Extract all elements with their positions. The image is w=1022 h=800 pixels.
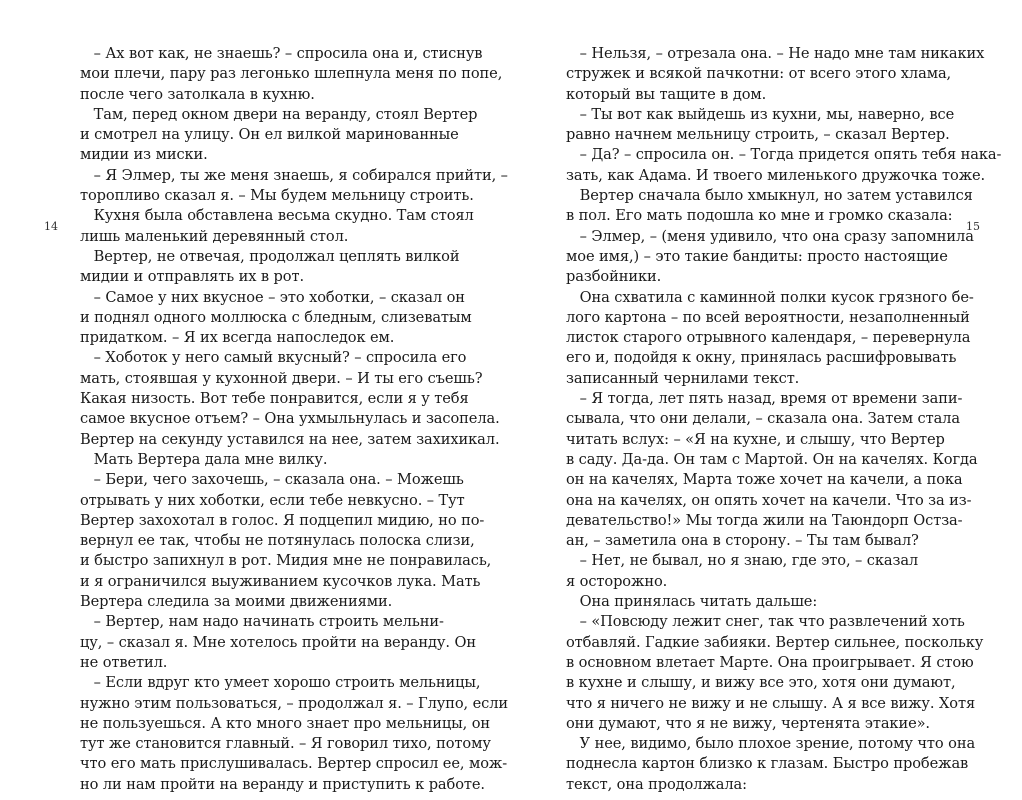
text-line: читать вслух: – «Я на кухне, и слышу, что Вертер [566,430,945,448]
text-line: вернул ее так, чтобы не потянулась полоска слизи, [80,532,475,550]
text-line: цу, – сказал я. Мне хотелось пройти на веранду. Он [80,633,476,651]
text-line: Она схватила с каминной полки кусок грязного бе- [566,288,974,306]
text-line: самое вкусное отъем? – Она ухмыльнулась и засопела. [80,410,500,428]
text-line: девательство!» Мы тогда жили на Таюндорп Остза- [566,511,963,529]
text-line: Вертер на секунду уставился на нее, затем захихикал. [80,430,500,448]
page-number-left: 14 [44,220,58,233]
text-line: сывала, что они делали, – сказала она. Затем стала [566,410,960,428]
text-line: Вертер захохотал в голос. Я подцепил мидию, но по- [80,511,485,529]
text-line: не ответил. [80,653,168,671]
text-line: – Самое у них вкусное – это хоботки, – сказал он [80,288,465,306]
text-line: поднесла картон близко к глазам. Быстро пробежав [566,755,969,773]
text-line: что его мать прислушивалась. Вертер спросил ее, мож- [80,755,508,773]
text-line: что я ничего не вижу и не слышу. А я все вижу. Хотя [566,694,976,712]
text-line: его и, подойдя к окну, принялась расшифровывать [566,349,957,367]
text-line: нужно этим пользоваться, – продолжал я. – Глупо, если [80,694,509,712]
text-line: текст, она продолжала: [566,775,747,793]
text-line: мои плечи, пару раз легонько шлепнула меня по попе, [80,65,503,83]
text-line: У нее, видимо, было плохое зрение, потому что она [566,735,976,753]
text-line: Вертера следила за моими движениями. [80,593,393,611]
text-line: – «Повсюду лежит снег, так что развлечений хоть [566,613,965,631]
text-line: – Если вдруг кто умеет хорошо строить мельницы, [80,674,481,692]
text-line: – Я тогда, лет пять назад, время от времени запи- [566,390,963,408]
text-line: они думают, что я не вижу, чертенята этакие». [566,714,930,732]
text-line: он на качелях, Марта тоже хочет на качели, а пока [566,471,963,489]
text-line: торопливо сказал я. – Мы будем мельницу строить. [80,187,474,205]
text-line: равно начнем мельницу строить, – сказал Вертер. [566,126,950,144]
text-line: придатком. – Я их всегда напоследок ем. [80,329,395,347]
text-line: Там, перед окном двери на веранду, стоял Вертер [80,105,478,123]
text-line: листок старого отрывного календаря, – перевернула [566,329,971,347]
text-line: – Ах вот как, не знаешь? – спросила она и, стиснув [80,45,483,62]
left-page-text [80,44,509,795]
text-line: ан, – заметила она в сторону. – Ты там бывал? [566,532,919,550]
text-line: Мать Вертера дала мне вилку. [80,450,328,468]
text-line: Кухня была обставлена весьма скудно. Там стоял [80,207,474,225]
text-line: Какая низость. Вот тебе понравится, если я у тебя [80,390,469,408]
text-line: но ли нам пройти на веранду и приступить к работе. [80,775,485,793]
text-line: после чего затолкала в кухню. [80,85,315,103]
text-line: стружек и всякой пачкотни: от всего этого хлама, [566,65,952,83]
text-line: мое имя,) – это такие бандиты: просто настоящие [566,247,948,265]
text-line: мидии и отправлять их в рот. [80,268,304,286]
text-line: не пользуешься. А кто много знает про мельницы, он [80,714,491,732]
text-line: она на качелях, он опять хочет на качели. Что за из- [566,491,972,509]
text-line: отбавляй. Гадкие забияки. Вертер сильнее, поскольку [566,633,984,651]
text-line: зать, как Адама. И твоего миленького дружочка тоже. [566,166,986,184]
text-line: в пол. Его мать подошла ко мне и громко сказала: [566,207,953,225]
text-line: мать, стоявшая у кухонной двери. – И ты его съешь? [80,369,483,387]
text-line: в основном влетает Марте. Она проигрывает. Я стою [566,653,974,671]
text-line: Она принялась читать дальше: [566,593,818,611]
text-line: тут же становится главный. – Я говорил тихо, потому [80,735,491,753]
text-line: лишь маленький деревянный стол. [80,227,349,245]
text-line: – Ты вот как выйдешь из кухни, мы, наверно, все [566,105,955,123]
text-line: – Элмер, – (меня удивило, что она сразу запомнила [566,227,974,245]
text-line: – Бери, чего захочешь, – сказала она. – Можешь [80,471,464,489]
text-line: – Хоботок у него самый вкусный? – спросила его [80,349,467,367]
text-line: разбойники. [566,268,662,286]
text-line: в кухне и слышу, и вижу все это, хотя они думают, [566,674,956,692]
text-line: отрывать у них хоботки, если тебе невкусно. – Тут [80,491,465,509]
text-line: я осторожно. [566,572,668,590]
text-line: – Вертер, нам надо начинать строить мельни- [80,613,444,631]
text-line: и быстро запихнул в рот. Мидия мне не понравилась, [80,552,492,570]
text-line: Вертер, не отвечая, продолжал цеплять вилкой [80,247,460,265]
text-line: в саду. Да-да. Он там с Мартой. Он на качелях. Когда [566,450,978,468]
text-line: который вы тащите в дом. [566,85,767,103]
text-line: Вертер сначала было хмыкнул, но затем уставился [566,187,973,205]
text-line: – Нет, не бывал, но я знаю, где это, – сказал [566,552,919,570]
text-line: и поднял одного моллюска с бледным, слизеватым [80,308,472,326]
text-line: – Я Элмер, ты же меня знаешь, я собирался прийти, – [80,166,508,184]
text-line: записанный чернилами текст. [566,369,800,387]
text-line: лого картона – по всей вероятности, незаполненный [566,308,970,326]
page-number-right: 15 [966,220,980,233]
text-line: – Да? – спросила он. – Тогда придется опять тебя нака- [566,146,1002,164]
text-line: и смотрел на улицу. Он ел вилкой маринованные [80,126,459,144]
text-line: – Нельзя, – отрезала она. – Не надо мне там никаких [566,45,985,62]
text-line: и я ограничился выуживанием кусочков лука. Мать [80,572,481,590]
text-line: мидии из миски. [80,146,208,164]
